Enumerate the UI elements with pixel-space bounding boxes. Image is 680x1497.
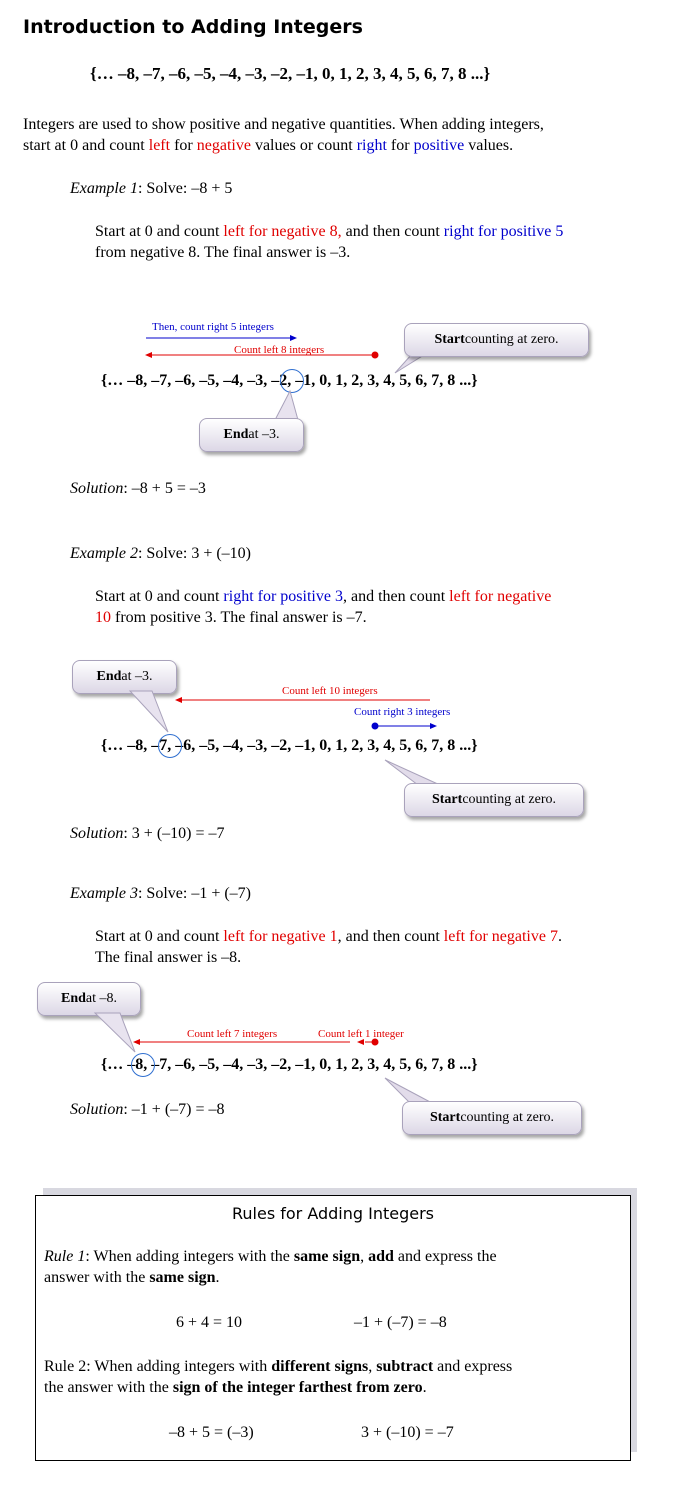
ex1-arrow-blue-label: Then, count right 5 integers [152, 321, 274, 333]
rules-box [35, 1195, 631, 1461]
rule-2-text: Rule 2: When adding integers with different signs, subtract and express the answer with the sign of the integer farthest from zero. [44, 1358, 513, 1396]
example-2-heading: Example 2: Solve: 3 + (–10) [70, 545, 251, 562]
ex3-solution: Solution: –1 + (–7) = –8 [70, 1101, 225, 1118]
ex2-arrow-red-label: Count left 10 integers [282, 685, 378, 697]
example-3-text: Start at 0 and count left for negative 1, and then count left for negative 7. The final answer is –8. [95, 928, 562, 966]
ex2-answer-circle [158, 734, 182, 758]
page-title: Introduction to Adding Integers [23, 16, 363, 38]
example-3-heading: Example 3: Solve: –1 + (–7) [70, 885, 251, 902]
example-1-text: Start at 0 and count left for negative 8, and then count right for positive 5 from negative 8. The final answer is –3. [95, 223, 564, 261]
example-2-text: Start at 0 and count right for positive 3, and then count left for negative 10 from positive 3. The final answer is –7. [95, 588, 552, 626]
ex3-start-callout: Start counting at zero. [402, 1101, 582, 1135]
ex2-solution: Solution: 3 + (–10) = –7 [70, 825, 225, 842]
intro-paragraph: Integers are used to show positive and negative quantities. When adding integers, start at 0 and count left for negative values or count right for positive values. [23, 116, 544, 154]
ex1-start-callout: Start counting at zero. [404, 323, 589, 357]
rule-2-example-1: –8 + 5 = (–3) [169, 1424, 254, 1441]
rule-1-text: Rule 1: When adding integers with the same sign, add and express the answer with the same sign. [44, 1248, 497, 1286]
ex2-arrow-blue-label: Count right 3 integers [354, 706, 451, 718]
ex3-arrow-red-label-1: Count left 7 integers [187, 1028, 278, 1040]
ex1-number-line: {… –8, –7, –6, –5, –4, –3, –2, –1, 0, 1, 2, 3, 4, 5, 6, 7, 8 ...} [101, 372, 478, 389]
integer-sequence: {… –8, –7, –6, –5, –4, –3, –2, –1, 0, 1, 2, 3, 4, 5, 6, 7, 8 ...} [90, 64, 491, 83]
ex3-end-callout: End at –8. [37, 982, 141, 1016]
ex2-number-line: {… –8, –7, –6, –5, –4, –3, –2, –1, 0, 1, 2, 3, 4, 5, 6, 7, 8 ...} [101, 737, 478, 754]
ex2-start-callout: Start counting at zero. [404, 783, 584, 817]
ex3-arrow-red-label-2: Count left 1 integer [318, 1028, 404, 1040]
rule-1-example-2: –1 + (–7) = –8 [354, 1314, 447, 1331]
example-1-heading: Example 1: Solve: –8 + 5 [70, 180, 233, 197]
rule-1-example-1: 6 + 4 = 10 [176, 1314, 243, 1331]
ex1-solution: Solution: –8 + 5 = –3 [70, 480, 206, 497]
rules-heading: Rules for Adding Integers [231, 1204, 435, 1223]
ex3-answer-circle [131, 1053, 155, 1077]
ex2-end-callout: End at –3. [72, 660, 177, 694]
ex3-number-line: {… –8, –7, –6, –5, –4, –3, –2, –1, 0, 1, 2, 3, 4, 5, 6, 7, 8 ...} [101, 1056, 478, 1073]
rule-2-example-2: 3 + (–10) = –7 [361, 1424, 454, 1441]
ex1-end-callout: End at –3. [199, 418, 304, 452]
ex1-arrow-red-label: Count left 8 integers [234, 344, 325, 356]
